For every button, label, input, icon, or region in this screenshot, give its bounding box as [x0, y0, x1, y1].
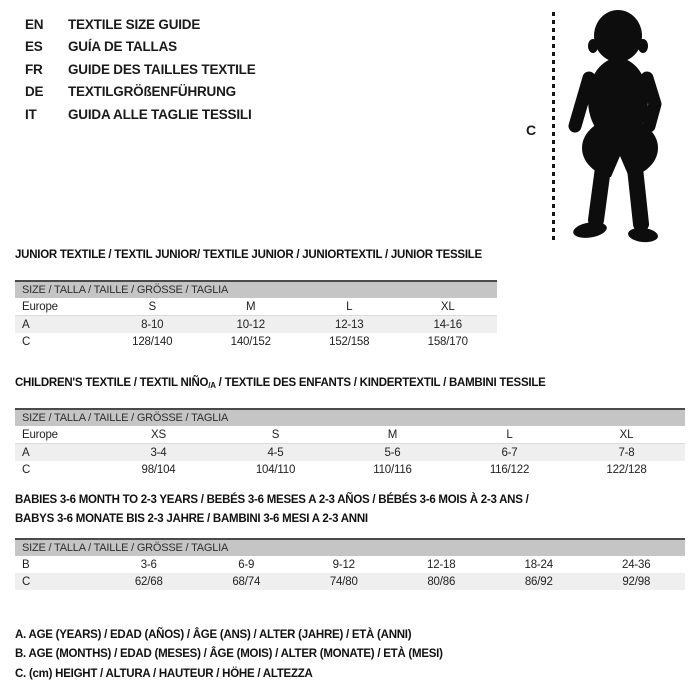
table-row	[15, 573, 685, 590]
table-row	[15, 316, 497, 333]
size-cell: 158/170	[427, 335, 468, 348]
size-cell: 18-24	[524, 558, 553, 571]
size-cell: M	[246, 300, 256, 313]
size-cell: 5-6	[384, 446, 401, 459]
lang-title: GUÍA DE TALLAS	[68, 39, 177, 55]
lang-title: GUIDE DES TAILLES TEXTILE	[68, 61, 256, 77]
lang-row-it	[25, 103, 256, 126]
row-label: C	[22, 575, 31, 588]
size-cell: 7-8	[618, 446, 635, 459]
title-part: / TEXTILE DES ENFANTS / KINDERTEXTIL / BAMBINI TESSILE	[215, 377, 546, 389]
size-cell: XS	[151, 428, 166, 441]
size-cell: 80/86	[427, 575, 456, 588]
size-cell: XL	[619, 428, 634, 441]
table-row	[15, 444, 685, 461]
size-cell: XL	[440, 300, 455, 313]
lang-row-fr	[25, 58, 256, 81]
babies-table-title-line1: BABIES 3-6 MONTH TO 2-3 YEARS / BEBÉS 3-6 MESES A 2-3 AÑOS / BÉBÉS 3-6 MOIS À 2-3 ANS /	[15, 494, 529, 506]
height-measure-label: C	[526, 122, 537, 138]
lang-title: TEXTILE SIZE GUIDE	[68, 16, 201, 32]
size-cell: S	[271, 428, 280, 441]
size-cell: 14-16	[433, 318, 462, 331]
size-cell: 74/80	[329, 575, 358, 588]
size-cell: 62/68	[134, 575, 163, 588]
row-label: B	[22, 558, 30, 571]
size-cell: 104/110	[255, 463, 296, 476]
lang-title: TEXTILGRÖßENFÜHRUNG	[68, 84, 236, 100]
size-cell: 128/140	[132, 335, 173, 348]
lang-row-en	[25, 13, 256, 36]
lang-code: DE	[25, 84, 44, 100]
junior-table-title: JUNIOR TEXTILE / TEXTIL JUNIOR/ TEXTILE JUNIOR / JUNIORTEXTIL / JUNIOR TESSILE	[15, 249, 482, 261]
table-row	[15, 298, 497, 316]
size-cell: L	[346, 300, 353, 313]
lang-title: GUIDA ALLE TAGLIE TESSILI	[68, 106, 252, 122]
footnote-c: C. (cm) HEIGHT / ALTURA / HAUTEUR / HÖHE / ALTEZZA	[15, 667, 313, 680]
size-cell: 24-36	[622, 558, 651, 571]
lang-row-de	[25, 81, 256, 104]
children-table-title	[15, 377, 685, 392]
size-cell: 8-10	[141, 318, 164, 331]
size-cell: 86/92	[524, 575, 553, 588]
lang-code: FR	[25, 61, 43, 77]
size-cell: 9-12	[332, 558, 355, 571]
size-cell: M	[387, 428, 398, 441]
height-measure-dashed-line	[552, 12, 555, 244]
row-label: A	[22, 318, 30, 331]
size-cell: 12-13	[335, 318, 364, 331]
babies-size-table	[15, 491, 685, 590]
size-cell: 10-12	[236, 318, 265, 331]
row-label: Europe	[22, 428, 58, 441]
size-cell: 140/152	[230, 335, 271, 348]
footnote-a: A. AGE (YEARS) / EDAD (AÑOS) / ÂGE (ANS) / ALTER (JAHRE) / ETÀ (ANNI)	[15, 629, 412, 641]
babies-table-title-line2: BABYS 3-6 MONATE BIS 2-3 JAHRE / BAMBINI 3-6 MESI A 2-3 ANNI	[15, 513, 368, 525]
size-cell: 6-7	[501, 446, 518, 459]
size-cell: 4-5	[267, 446, 284, 459]
title-part: CHILDREN'S TEXTILE / TEXTIL NIÑO	[15, 377, 209, 389]
children-size-table	[15, 377, 685, 478]
lang-code: IT	[25, 106, 37, 122]
size-cell: S	[148, 300, 156, 313]
footnote-b: B. AGE (MONTHS) / EDAD (MESES) / ÂGE (MOIS) / ALTER (MONATE) / ETÀ (MESI)	[15, 648, 443, 661]
size-header-bar: SIZE / TALLA / TAILLE / GRÖSSE / TAGLIA	[15, 280, 497, 298]
row-label: C	[22, 335, 31, 348]
table-row	[15, 556, 685, 573]
size-cell: 6-9	[238, 558, 255, 571]
table-row	[15, 426, 685, 444]
title-subscript: /A	[208, 381, 216, 390]
size-cell: L	[506, 428, 513, 441]
toddler-silhouette-icon	[556, 8, 696, 246]
size-cell: 122/128	[606, 463, 647, 476]
size-cell: 98/104	[141, 463, 176, 476]
size-header-bar: SIZE / TALLA / TAILLE / GRÖSSE / TAGLIA	[15, 538, 685, 556]
size-cell: 12-18	[427, 558, 456, 571]
table-row	[15, 461, 685, 478]
row-label: A	[22, 446, 30, 459]
size-cell: 3-4	[150, 446, 167, 459]
size-cell: 3-6	[140, 558, 157, 571]
footnote-legend	[15, 626, 443, 684]
size-cell: 68/74	[232, 575, 261, 588]
size-cell: 152/158	[329, 335, 370, 348]
size-cell: 116/122	[489, 463, 530, 476]
row-label: C	[22, 463, 31, 476]
size-cell: 110/116	[373, 463, 412, 476]
size-header-bar: SIZE / TALLA / TAILLE / GRÖSSE / TAGLIA	[15, 408, 685, 426]
size-cell: 92/98	[622, 575, 651, 588]
table-row	[15, 333, 497, 350]
junior-size-table	[15, 249, 497, 350]
lang-code: ES	[25, 39, 43, 55]
lang-row-es	[25, 36, 256, 59]
lang-code: EN	[25, 16, 44, 32]
row-label: Europe	[22, 300, 58, 313]
language-title-list	[25, 13, 256, 126]
